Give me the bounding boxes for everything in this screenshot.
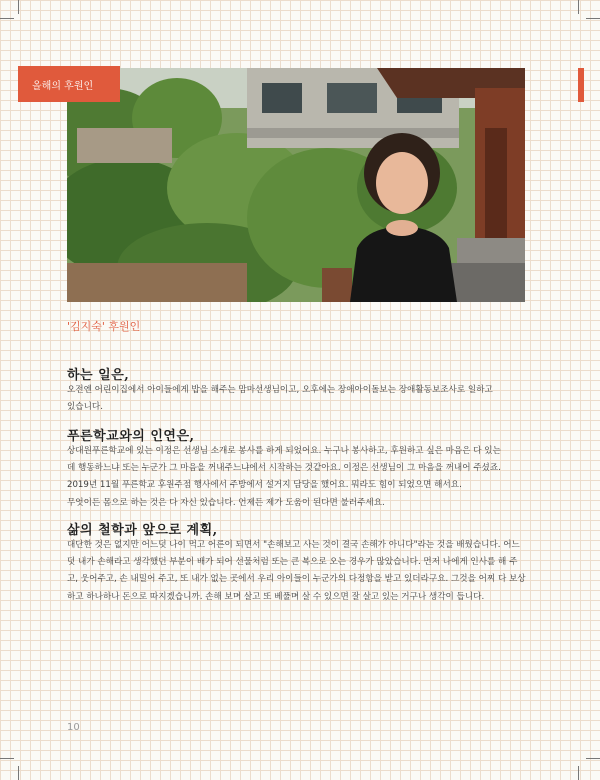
donor-photo <box>67 68 525 302</box>
crop-mark-top-right <box>578 0 579 14</box>
edge-tab-marker <box>578 68 584 102</box>
paragraph-line: 오전엔 어린이집에서 아이들에게 밥을 해주는 맘마선생님이고, 오후에는 장애아이돌보는 장애활동보조사로 일하고 <box>67 385 493 395</box>
section-body-relationship <box>67 443 527 512</box>
paragraph-line: 덧 내가 손해라고 생각했던 부분이 배가 되어 선물처럼 또는 큰 복으로 오는 경우가 많았습니다. 먼저 나에게 인사를 해 주 <box>67 557 518 568</box>
section-heading-philosophy: 삶의 철학과 앞으로 계획, <box>67 523 218 538</box>
photo-illustration <box>67 68 525 302</box>
section-heading-relationship: 푸른학교와의 인연은, <box>67 429 195 444</box>
crop-mark-bottom-right <box>578 766 579 780</box>
paragraph-line: 하고 하나하나 돈으로 따지겠습니까. 손해 보며 살고 또 베풀며 살 수 있으면 잘 살고 있는 거구나 생각이 듭니다. <box>67 591 485 602</box>
crop-mark-top-left-h <box>0 18 14 19</box>
paragraph-line: 2019년 11월 푸른학교 후원주점 행사에서 주방에서 설거지 담당을 했어요. 뭐라도 힘이 되었으면 해서요. <box>67 480 462 491</box>
donor-name: '김지숙' 후원인 <box>67 320 141 333</box>
page-number: 10 <box>67 722 80 733</box>
crop-mark-top-right-h <box>586 18 600 19</box>
crop-mark-bottom-left <box>18 766 19 780</box>
section-tab <box>18 66 120 102</box>
paragraph-line: 고, 웃어주고, 손 내밀어 주고, 또 내가 없는 곳에서 우리 아이들이 누군가의 다정함을 받고 있더라구요. 그것을 어찌 다 보상 <box>67 574 526 585</box>
paragraph-line: 상대원푸른학교에 있는 이정은 선생님 소개로 봉사를 하게 되었어요. 누구나 봉사하고, 후원하고 싶은 마음은 다 있는 <box>67 446 501 456</box>
section-body-philosophy <box>67 537 527 606</box>
crop-mark-bottom-right-h <box>586 758 600 759</box>
section-body-work <box>67 382 527 416</box>
section-tab-label: 올해의 후원인 <box>32 80 94 92</box>
paragraph-line: 데 행동하느냐 또는 누군가 그 마음을 꺼내주느냐에서 시작하는 것같아요. 이정은 선생님이 그 마음을 꺼내어 주셨죠. <box>67 463 501 474</box>
paragraph-line: 있습니다. <box>67 402 103 413</box>
paragraph-line: 무엇이든 몸으로 하는 것은 다 자신 있습니다. 언제든 제가 도움이 된다면 불러주세요. <box>67 497 385 508</box>
section-heading-work: 하는 일은, <box>67 368 130 383</box>
crop-mark-bottom-left-h <box>0 758 14 759</box>
paragraph-line: 대단한 것은 없지만 어느덧 나이 먹고 어른이 되면서 "손해보고 사는 것이 결국 손해가 아니다"라는 것을 배웠습니다. 어느 <box>67 540 520 550</box>
crop-mark-top-left <box>18 0 19 14</box>
